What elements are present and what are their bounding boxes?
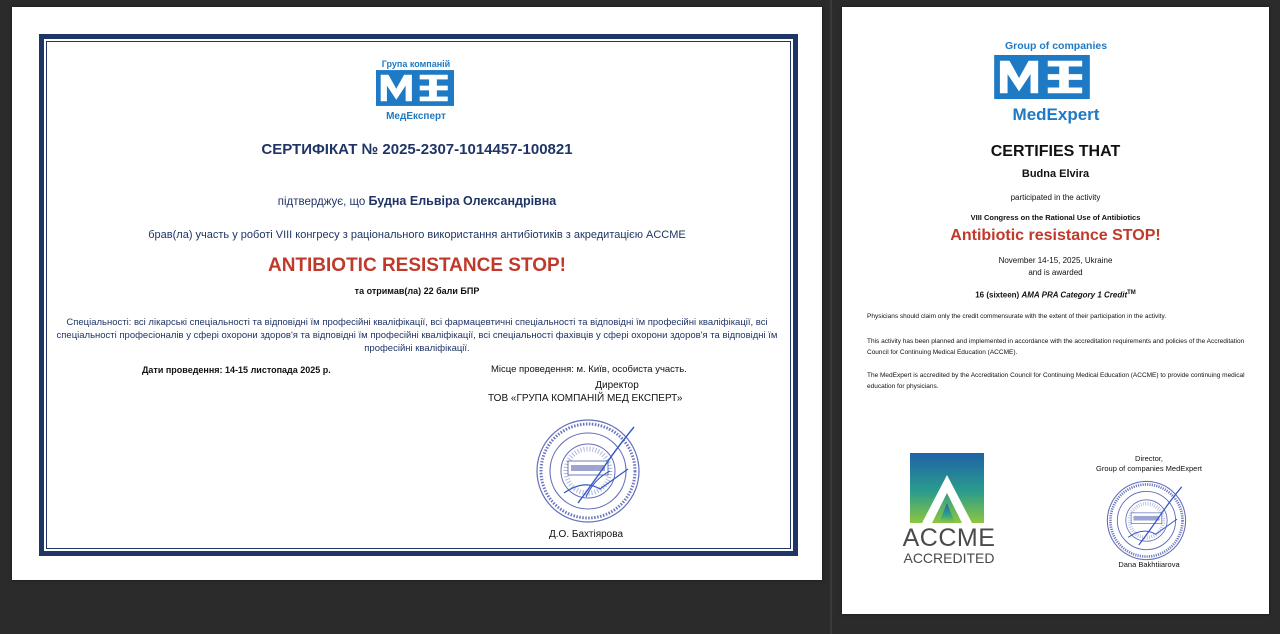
accreditation-paragraph: The MedExpert is accredited by the Accreditation Council for Continuing Medical Education (ACCME) to provide continuing medical education for physicians. [867, 372, 1245, 390]
credits-count: 16 (sixteen) [975, 290, 1020, 300]
certificate-page-english [842, 7, 1269, 614]
credits-name: AMA PRA Category 1 Credit [1021, 290, 1128, 300]
event-title: ANTIBIOTIC RESISTANCE STOP! [267, 255, 567, 276]
certificate-page-ukrainian [12, 7, 822, 580]
awarded-text: and is awarded [1028, 268, 1083, 277]
signer-name: Д.О. Бахтіярова [549, 529, 623, 540]
accme-logo-icon [910, 453, 984, 523]
credits-line [842, 290, 1269, 300]
director-org: Group of companies MedExpert [1096, 464, 1202, 473]
event-dates: November 14-15, 2025, Ukraine [998, 256, 1113, 265]
viewer-divider [830, 0, 832, 634]
me-logo-mark-icon [992, 55, 1092, 99]
participated-text: participated in the activity [1010, 193, 1101, 202]
medexpert-logo-ua [376, 59, 456, 122]
certificate-number: СЕРТИФІКАТ № 2025-2307-1014457-100821 [261, 141, 573, 158]
event-place: Місце проведення: м. Київ, особиста участь. [491, 364, 687, 375]
congress-name: VIII Congress on the Rational Use of Antibiotics [970, 213, 1141, 222]
company-seal-with-signature [1100, 473, 1196, 565]
event-dates: Дати проведення: 14-15 листопада 2025 р. [142, 365, 331, 375]
accme-name: ACCME [902, 524, 996, 552]
signer-name: Dana Bakhtiiarova [1118, 560, 1180, 569]
medexpert-logo-en [992, 40, 1120, 125]
trademark-mark: TM [1127, 290, 1136, 296]
points-text: та отримав(ла) 22 бали БПР [354, 286, 480, 296]
me-logo-mark-icon [376, 70, 454, 106]
accme-status: ACCREDITED [903, 550, 995, 566]
participation-text: брав(ла) участь у роботі VIII конгресу з раціонального використання антибіотиків з акредитацією ACCME [148, 229, 686, 241]
claim-paragraph: Physicians should claim only the credit commensurate with the extent of their participation in the activity. [867, 313, 1167, 320]
confirms-text: підтверджує, що [277, 196, 366, 208]
recipient-name: Будна Ельвіра Олександрівна [368, 194, 557, 208]
planning-paragraph: This activity has been planned and implemented in accordance with the accreditation requirements and policies of the Accreditation Council for Continuing Medical Education (ACCME). [867, 338, 1245, 356]
logo-name: MedExpert [1012, 105, 1100, 124]
recipient-name: Budna Elvira [1021, 168, 1090, 180]
director-title: Директор [595, 380, 639, 391]
company-name: ТОВ «ГРУПА КОМПАНІЙ МЕД ЕКСПЕРТ» [488, 393, 683, 404]
event-title: Antibiotic resistance STOP! [950, 227, 1161, 244]
logo-caption: Група компаній [381, 59, 451, 69]
specialties-text: Спеціальності: всі лікарські спеціальності та відповідні їм професійні кваліфікації, всі фармацевтичні спеціальності та відповідні їм професійні кваліфікації, всі спеціальності професіоналів у сфері охорони здоров'я та відповідні їм професійні кваліфікації, всі спеціальності фахівців у сфері охорони здоров'я та відповідні їм професійні кваліфікації. [56, 317, 778, 354]
director-title: Director, [1135, 454, 1163, 463]
logo-caption: Group of companies [1004, 40, 1108, 52]
certifies-heading: CERTIFIES THAT [990, 143, 1121, 160]
confirmation-line [12, 194, 822, 208]
logo-name: МедЕксперт [386, 111, 446, 122]
company-seal-with-signature [530, 409, 650, 529]
